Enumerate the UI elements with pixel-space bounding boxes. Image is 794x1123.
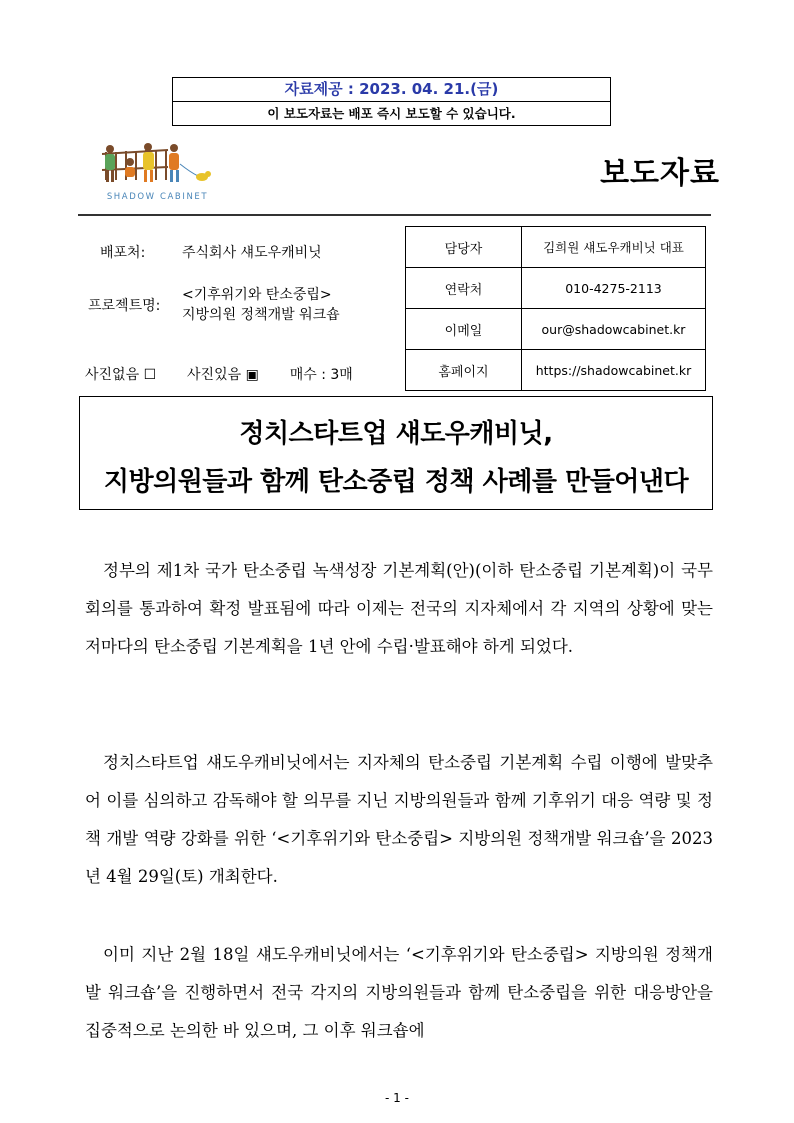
body-paragraph: 정치스타트업 섀도우캐비닛에서는 지자체의 탄소중립 기본계획 수립 이행에 발맞추어 이를 심의하고 감독해야 할 의무를 지닌 지방의원들과 함께 기후위기 대응 역량 및 정책 개발 역량 강화를 위한 ‘<기후위기와 탄소중립> 지방의원 정책개발 워크숍’을 2023년 4월 29일(토) 개최한다. bbox=[85, 753, 713, 886]
photo-none-label: 사진없음 bbox=[85, 367, 140, 383]
body-paragraph: 이미 지난 2월 18일 섀도우캐비닛에서는 ‘<기후위기와 탄소중립> 지방의원 정책개발 워크숍’을 진행하면서 전국 각지의 지방의원들과 함께 탄소중립을 위한 대응방안을 집중적으로 논의한 바 있으며, 그 이후 워크숍에 bbox=[85, 945, 713, 1040]
logo-text: SHADOW CABINET bbox=[106, 192, 209, 202]
contact-email[interactable]: our@shadowcabinet.kr bbox=[522, 309, 706, 350]
contact-homepage[interactable]: https://shadowcabinet.kr bbox=[522, 350, 706, 391]
photo-yes-checkbox: ▣ bbox=[245, 367, 259, 383]
project-label: 프로젝트명: bbox=[88, 298, 161, 314]
headline-line2: 지방의원들과 함께 탄소중립 정책 사례를 만들어낸다 bbox=[103, 467, 689, 497]
logo-illustration bbox=[90, 140, 225, 192]
photo-count: 매수 : 3매 bbox=[289, 367, 353, 383]
logo-figures bbox=[105, 143, 211, 182]
project-value bbox=[182, 285, 340, 325]
contact-key: 담당자 bbox=[406, 227, 522, 268]
shadow-cabinet-logo bbox=[90, 140, 225, 215]
project-value-line1: <기후위기와 탄소중립> bbox=[182, 287, 332, 303]
photo-info bbox=[85, 365, 353, 385]
distributor-label: 배포처: bbox=[100, 245, 146, 261]
headline-box bbox=[79, 396, 713, 510]
press-release-title: 보도자료 bbox=[600, 156, 720, 191]
contact-row bbox=[406, 227, 706, 268]
contact-key: 홈페이지 bbox=[406, 350, 522, 391]
release-date: 자료제공 : 2023. 04. 21.(금) bbox=[173, 78, 610, 102]
contact-row bbox=[406, 350, 706, 391]
body-paragraph: 정부의 제1차 국가 탄소중립 녹색성장 기본계획(안)(이하 탄소중립 기본계획)이 국무회의를 통과하여 확정 발표됨에 따라 이제는 전국의 지자체에서 각 지역의 상황에 맞는 저마다의 탄소중립 기본계획을 1년 안에 수립·발표해야 하게 되었다. bbox=[85, 561, 713, 656]
release-note: 이 보도자료는 배포 즉시 보도할 수 있습니다. bbox=[267, 106, 516, 121]
photo-none-checkbox: ☐ bbox=[143, 367, 157, 383]
contact-value: 김희원 섀도우캐비닛 대표 bbox=[522, 227, 706, 268]
page-number: - 1 - bbox=[385, 1091, 409, 1105]
contact-row bbox=[406, 268, 706, 309]
contact-key: 이메일 bbox=[406, 309, 522, 350]
project-value-line2: 지방의원 정책개발 워크숍 bbox=[182, 307, 340, 323]
contact-row bbox=[406, 309, 706, 350]
header-divider bbox=[78, 214, 711, 216]
contact-value: 010-4275-2113 bbox=[522, 268, 706, 309]
release-info-box bbox=[172, 77, 611, 126]
headline-line1: 정치스타트업 섀도우캐비닛, bbox=[239, 419, 553, 449]
photo-yes-label: 사진있음 bbox=[187, 367, 242, 383]
distributor-value: 주식회사 섀도우캐비닛 bbox=[182, 245, 322, 261]
contact-key: 연락처 bbox=[406, 268, 522, 309]
contact-table bbox=[405, 226, 706, 391]
